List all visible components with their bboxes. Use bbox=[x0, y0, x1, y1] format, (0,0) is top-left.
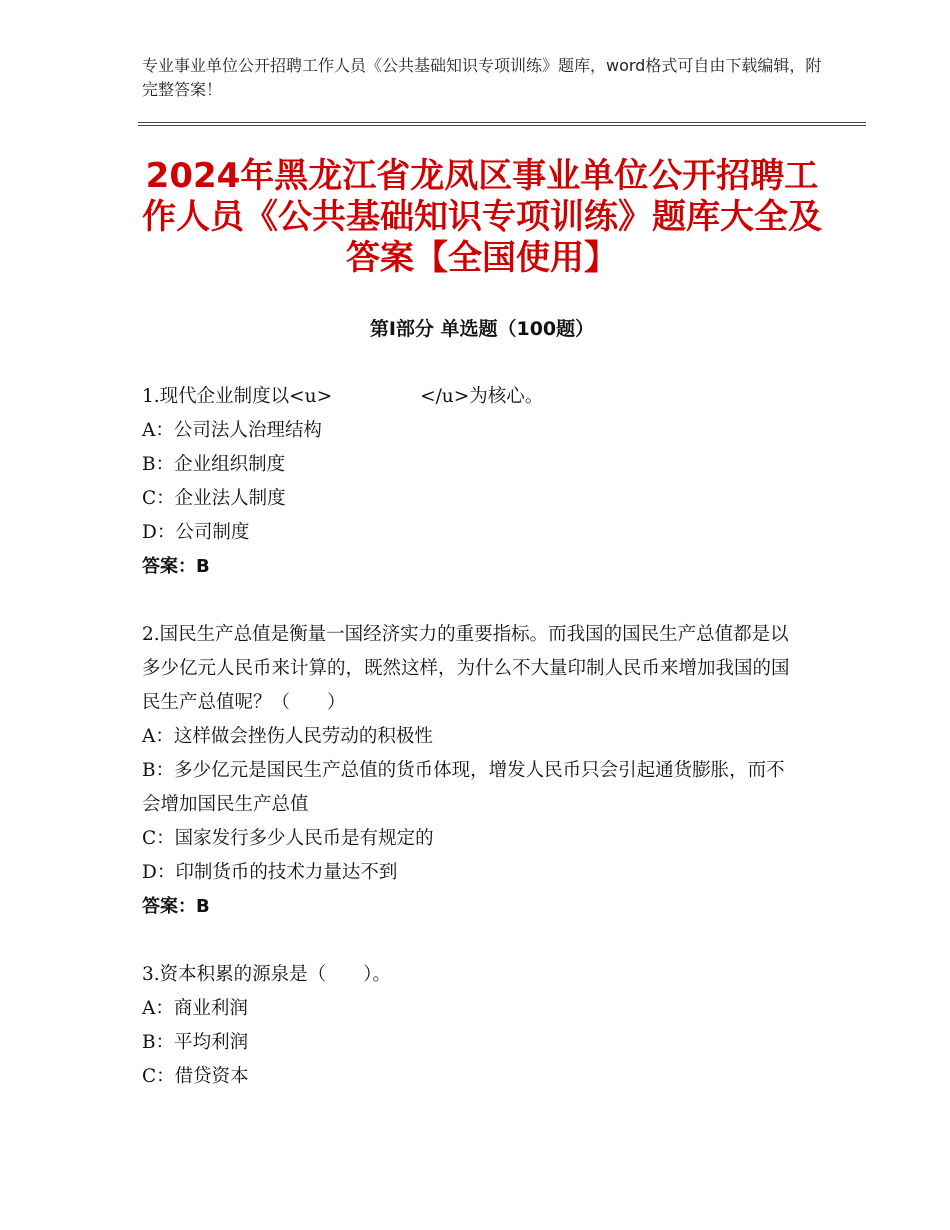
option-b: B：平均利润 bbox=[142, 1032, 249, 1053]
option-a: A：公司法人治理结构 bbox=[142, 420, 322, 441]
answer: 答案：B bbox=[142, 896, 210, 917]
option-d: D：印制货币的技术力量达不到 bbox=[142, 862, 398, 883]
header-note: 专业事业单位公开招聘工作人员《公共基础知识专项训练》题库，word格式可自由下载编辑，附完整答案！ bbox=[142, 56, 822, 99]
section-title: 第Ⅰ部分 单选题（100题） bbox=[369, 318, 595, 340]
option-a: A：这样做会挫伤人民劳动的积极性 bbox=[142, 726, 433, 747]
option-c: C：企业法人制度 bbox=[142, 488, 286, 509]
header-rule-bottom bbox=[138, 125, 866, 126]
question-2 bbox=[142, 618, 802, 924]
question-stem bbox=[142, 380, 802, 414]
answer: 答案：B bbox=[142, 556, 210, 577]
question-stem: 3.资本积累的源泉是（ ）。 bbox=[142, 964, 391, 985]
option-c: C：借贷资本 bbox=[142, 1066, 249, 1087]
question-3 bbox=[142, 958, 802, 1094]
question-stem: 2.国民生产总值是衡量一国经济实力的重要指标。而我国的国民生产总值都是以多少亿元人民币来计算的，既然这样，为什么不大量印制人民币来增加我国的国民生产总值呢？（ ） bbox=[142, 624, 790, 713]
question-stem-part: </u>为核心。 bbox=[420, 386, 544, 407]
question-stem-part: 1.现代企业制度以<u> bbox=[142, 386, 333, 407]
document-title: 2024年黑龙江省龙凤区事业单位公开招聘工作人员《公共基础知识专项训练》题库大全及答案【全国使用】 bbox=[142, 156, 822, 278]
header-rule-top bbox=[138, 122, 866, 123]
question-list bbox=[142, 380, 802, 1128]
question-1 bbox=[142, 380, 802, 584]
option-b: B：企业组织制度 bbox=[142, 454, 286, 475]
option-d: D：公司制度 bbox=[142, 522, 250, 543]
option-a: A：商业利润 bbox=[142, 998, 248, 1019]
option-b: B：多少亿元是国民生产总值的货币体现，增发人民币只会引起通货膨胀，而不会增加国民生产总值 bbox=[142, 760, 785, 815]
option-c: C：国家发行多少人民币是有规定的 bbox=[142, 828, 434, 849]
